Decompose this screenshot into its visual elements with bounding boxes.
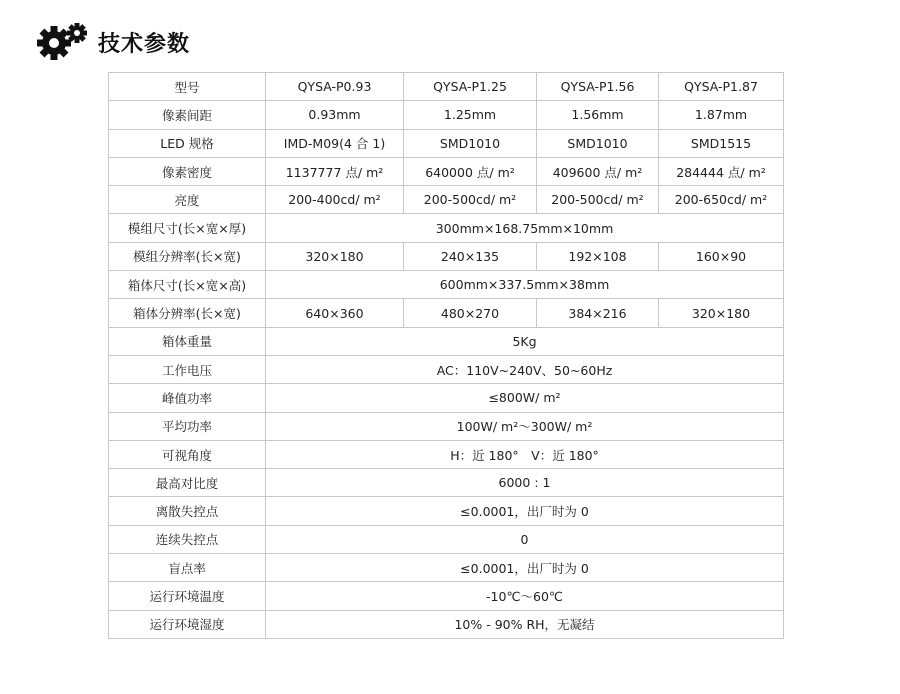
- table-cell: ≤800W/ m²: [266, 384, 784, 412]
- table-cell: QYSA-P1.87: [659, 73, 784, 101]
- table-row: [109, 384, 784, 412]
- table-cell: 320×180: [266, 242, 404, 270]
- table-row: [109, 440, 784, 468]
- table-row: [109, 327, 784, 355]
- table-cell: IMD-M09(4 合 1): [266, 129, 404, 157]
- table-cell: 384×216: [537, 299, 659, 327]
- table-cell: QYSA-P1.56: [537, 73, 659, 101]
- table-cell: 0.93mm: [266, 101, 404, 129]
- table-cell: 6000 : 1: [266, 469, 784, 497]
- row-label: 可视角度: [109, 440, 266, 468]
- table-cell: QYSA-P1.25: [404, 73, 537, 101]
- table-cell: 100W/ m²～300W/ m²: [266, 412, 784, 440]
- table-row: [109, 186, 784, 214]
- table-cell: QYSA-P0.93: [266, 73, 404, 101]
- row-label: 平均功率: [109, 412, 266, 440]
- table-cell: SMD1515: [659, 129, 784, 157]
- table-cell: SMD1010: [404, 129, 537, 157]
- row-label: 最高对比度: [109, 469, 266, 497]
- table-cell: 240×135: [404, 242, 537, 270]
- table-cell: 1.56mm: [537, 101, 659, 129]
- table-row: [109, 497, 784, 525]
- table-row: [109, 157, 784, 185]
- table-row: [109, 525, 784, 553]
- table-cell: 1.25mm: [404, 101, 537, 129]
- table-cell: 200-400cd/ m²: [266, 186, 404, 214]
- table-cell: 200-500cd/ m²: [404, 186, 537, 214]
- table-cell: AC：110V~240V、50~60Hz: [266, 355, 784, 383]
- page-title: 技术参数: [98, 31, 191, 57]
- row-label: 模组尺寸(长×宽×厚): [109, 214, 266, 242]
- table-cell: 160×90: [659, 242, 784, 270]
- table-cell: 409600 点/ m²: [537, 157, 659, 185]
- table-row: [109, 214, 784, 242]
- table-row: [109, 129, 784, 157]
- spec-table: [108, 72, 784, 639]
- table-cell: 200-500cd/ m²: [537, 186, 659, 214]
- table-cell: 192×108: [537, 242, 659, 270]
- table-cell: 1137777 点/ m²: [266, 157, 404, 185]
- table-cell: 10% - 90% RH，无凝结: [266, 610, 784, 638]
- table-row: [109, 412, 784, 440]
- table-row: [109, 469, 784, 497]
- row-label: 型号: [109, 73, 266, 101]
- table-row: [109, 582, 784, 610]
- row-label: 箱体尺寸(长×宽×高): [109, 271, 266, 299]
- gears-icon: [34, 22, 92, 62]
- row-label: 模组分辨率(长×宽): [109, 242, 266, 270]
- table-row: [109, 554, 784, 582]
- row-label: 峰值功率: [109, 384, 266, 412]
- row-label: 运行环境湿度: [109, 610, 266, 638]
- table-cell: ≤0.0001，出厂时为 0: [266, 497, 784, 525]
- row-label: LED 规格: [109, 129, 266, 157]
- row-label: 像素密度: [109, 157, 266, 185]
- table-cell: 284444 点/ m²: [659, 157, 784, 185]
- row-label: 连续失控点: [109, 525, 266, 553]
- row-label: 离散失控点: [109, 497, 266, 525]
- section-header: [34, 22, 190, 62]
- row-label: 箱体分辨率(长×宽): [109, 299, 266, 327]
- row-label: 像素间距: [109, 101, 266, 129]
- table-cell: ≤0.0001，出厂时为 0: [266, 554, 784, 582]
- table-row: [109, 271, 784, 299]
- table-cell: 300mm×168.75mm×10mm: [266, 214, 784, 242]
- table-cell: 640×360: [266, 299, 404, 327]
- row-label: 运行环境温度: [109, 582, 266, 610]
- table-row: [109, 355, 784, 383]
- row-label: 箱体重量: [109, 327, 266, 355]
- row-label: 工作电压: [109, 355, 266, 383]
- table-cell: -10℃～60℃: [266, 582, 784, 610]
- table-cell: 600mm×337.5mm×38mm: [266, 271, 784, 299]
- table-cell: 200-650cd/ m²: [659, 186, 784, 214]
- table-cell: 1.87mm: [659, 101, 784, 129]
- table-cell: 320×180: [659, 299, 784, 327]
- table-cell: H：近 180° V：近 180°: [266, 440, 784, 468]
- table-row: [109, 299, 784, 327]
- table-row: [109, 73, 784, 101]
- table-row: [109, 242, 784, 270]
- table-cell: 5Kg: [266, 327, 784, 355]
- row-label: 亮度: [109, 186, 266, 214]
- table-row: [109, 101, 784, 129]
- table-cell: 0: [266, 525, 784, 553]
- table-row: [109, 610, 784, 638]
- table-cell: 640000 点/ m²: [404, 157, 537, 185]
- row-label: 盲点率: [109, 554, 266, 582]
- table-cell: SMD1010: [537, 129, 659, 157]
- table-cell: 480×270: [404, 299, 537, 327]
